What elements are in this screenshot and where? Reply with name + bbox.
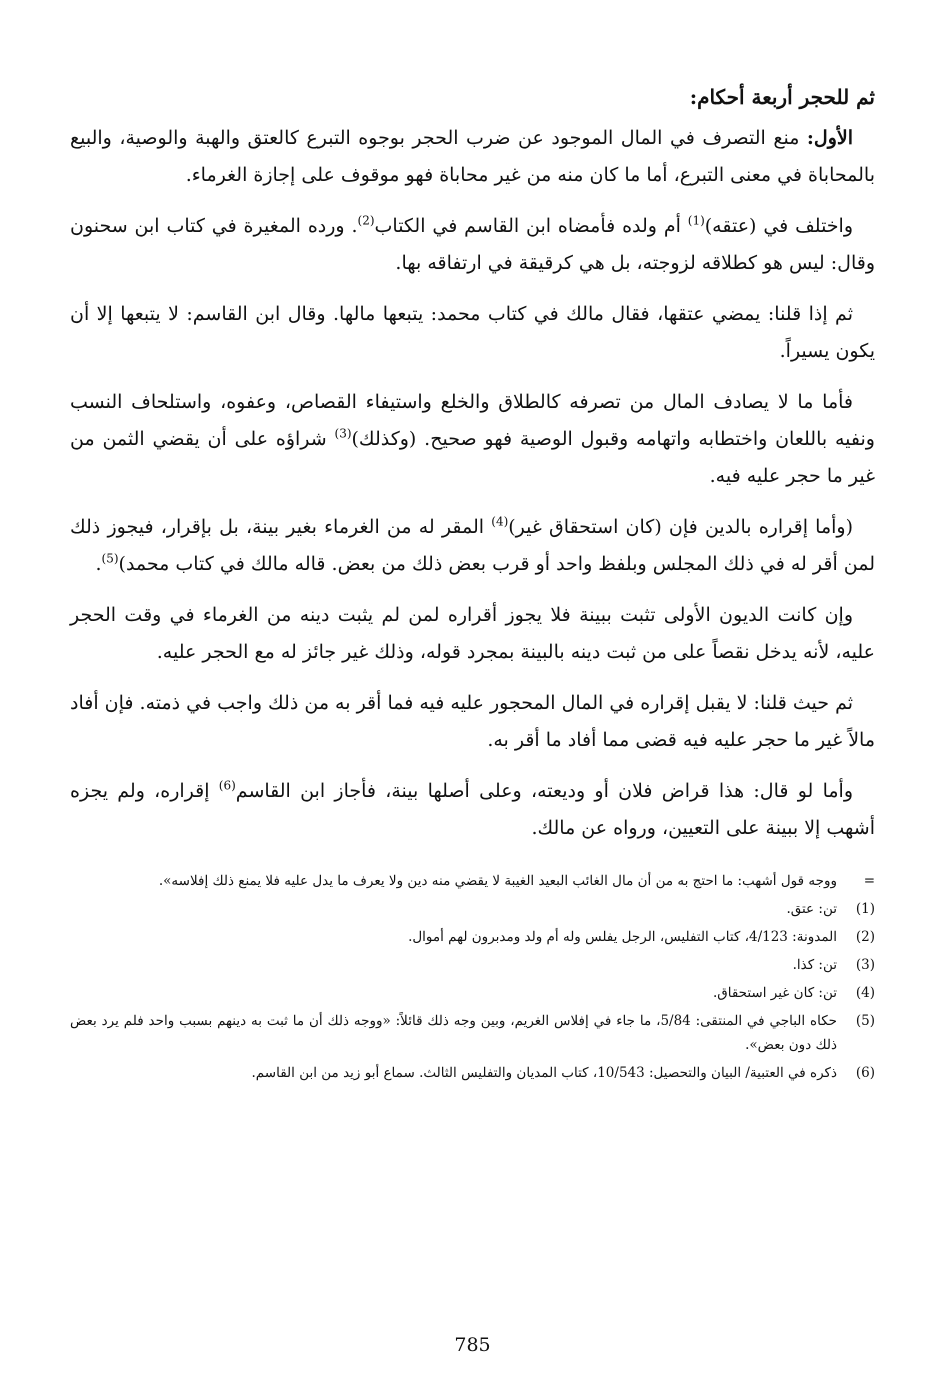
paragraph-follow-property: ثم إذا قلنا: يمضي عتقها، فقال مالك في كتاب محمد: يتبعها مالها. وقال ابن القاسم: لا يتبعها إلا أن يكون يسيراً.	[70, 303, 875, 362]
paragraph-text: منع التصرف في المال الموجود عن ضرب الحجر بوجوه التبرع كالعتق والهبة والوصية، والبيع بالمحاباة في معنى التبرع، أما ما كان منه من غير محاباة فهو موقوف على إجازة الغرماء.	[70, 127, 875, 186]
footnote-ref-6: (6)	[218, 778, 236, 793]
footnote-text: ذكره في العتبية/ البيان والتحصيل: 10/543، كتاب المديان والتفليس الثالث. سماع أبو زيد من ابن القاسم.	[251, 1065, 837, 1081]
paragraph-manumission	[70, 208, 875, 282]
footnote-mark: (4)	[855, 985, 875, 1001]
paragraph-first-ruling	[70, 120, 875, 194]
footnote-text: تن: كان غير استحقاق.	[712, 985, 837, 1001]
paragraph-text: . ورده المغيرة في كتاب ابن سحنون وقال: ليس هو كطلاقه لزوجته، بل هي كرقيقة في ارتفاقه بها.	[70, 215, 875, 274]
footnote-2	[70, 925, 875, 949]
footnote-ref-4: (4)	[491, 514, 509, 529]
paragraph-liability: ثم حيث قلنا: لا يقبل إقراره في المال المحجور عليه فيه فما أقر به من ذلك واجب في ذمته. فإن أفاد مالاً غير ما حجر عليه فيه قضى مما أفاد ما أقر به.	[70, 692, 875, 751]
paragraph-deposit	[70, 773, 875, 847]
paragraph-text: أم ولده فأمضاه ابن القاسم في الكتاب	[374, 215, 688, 237]
footnote-4	[70, 981, 875, 1005]
footnote-mark: (5)	[855, 1013, 875, 1029]
footnote-text: تن: كذا.	[792, 957, 837, 973]
paragraph-text: المقر له من الغرماء بغير بينة، بل بإقرار، فيجوز ذلك لمن أقر له في ذلك المجلس وبلفظ واحد أو قرب بعض ذلك من بعض. قاله مالك في كتاب محمد)	[70, 516, 875, 575]
book-page	[70, 72, 875, 1356]
footnote-text: حكاه الباجي في المنتقى: 5/84، ما جاء في إفلاس الغريم، وبين وجه ذلك قائلاً: «ووجه ذلك أن ما ثبت به دينهم بسبب واحد فلم يرد بعض ذلك دون بعض».	[70, 1013, 837, 1053]
paragraph-text: إقراره، ولم يجزه أشهب إلا ببينة على التعيين، ورواه عن مالك.	[70, 780, 875, 839]
footnote-continued	[70, 869, 875, 893]
footnote-1	[70, 897, 875, 921]
footnote-3	[70, 953, 875, 977]
section-heading: ثم للحجر أربعة أحكام:	[689, 85, 875, 109]
footnote-ref-5: (5)	[101, 551, 119, 566]
paragraph-text: .	[95, 553, 102, 575]
paragraph-text: (وأما إقراره بالدين فإن (كان استحقاق غير)	[508, 516, 853, 538]
footnotes	[70, 869, 875, 1085]
paragraph-non-financial	[70, 384, 875, 495]
paragraph-lead: الأول:	[806, 127, 853, 149]
footnote-mark: (2)	[855, 929, 875, 945]
paragraph-debt-acknowledgment	[70, 509, 875, 583]
footnote-mark: =	[863, 873, 875, 889]
paragraph-proven-debts: وإن كانت الديون الأولى تثبت ببينة فلا يجوز أقراره لمن لم يثبت دينه من الغرماء في وقت الحجر عليه، لأنه يدخل نقصاً على من ثبت دينه بالبينة بمجرد قوله، وذلك غير جائز له مع الحجر عليه.	[70, 604, 875, 663]
paragraph-text: واختلف في (عتقه)	[704, 215, 854, 237]
footnote-ref-1: (1)	[687, 213, 705, 228]
page-number: 785	[454, 1334, 491, 1356]
footnote-text: ووجه قول أشهب: ما احتج به من أن مال الغائب البعيد الغيبة لا يقضي منه دين ولا يعرف ما يدل عليه فلا يمنع ذلك إفلاسه».	[158, 873, 837, 889]
footnote-6	[70, 1061, 875, 1085]
paragraph-text: شراؤه على أن يقضي الثمن من غير ما حجر عليه فيه.	[70, 428, 875, 487]
footnote-ref-2: (2)	[357, 213, 375, 228]
footnote-ref-3: (3)	[334, 426, 352, 441]
footnote-text: تن: عتق.	[786, 901, 837, 917]
footnote-mark: (1)	[855, 901, 875, 917]
footnote-mark: (6)	[855, 1065, 875, 1081]
footnote-5	[70, 1009, 875, 1057]
footnote-mark: (3)	[855, 957, 875, 973]
paragraph-text: وأما لو قال: هذا قراض فلان أو وديعته، وعلى أصلها بينة، فأجاز ابن القاسم	[235, 780, 853, 802]
paragraph-text: فأما ما لا يصادف المال من تصرفه كالطلاق والخلع واستيفاء القصاص، وعفوه، واستلحاف النسب ونفيه باللعان واختطابه واتهامه وقبول الوصية فهو صحيح. (وكذلك)	[70, 391, 875, 450]
footnote-text: المدونة: 4/123، كتاب التفليس، الرجل يفلس وله أم ولد ومدبرون لهم أموال.	[408, 929, 837, 945]
